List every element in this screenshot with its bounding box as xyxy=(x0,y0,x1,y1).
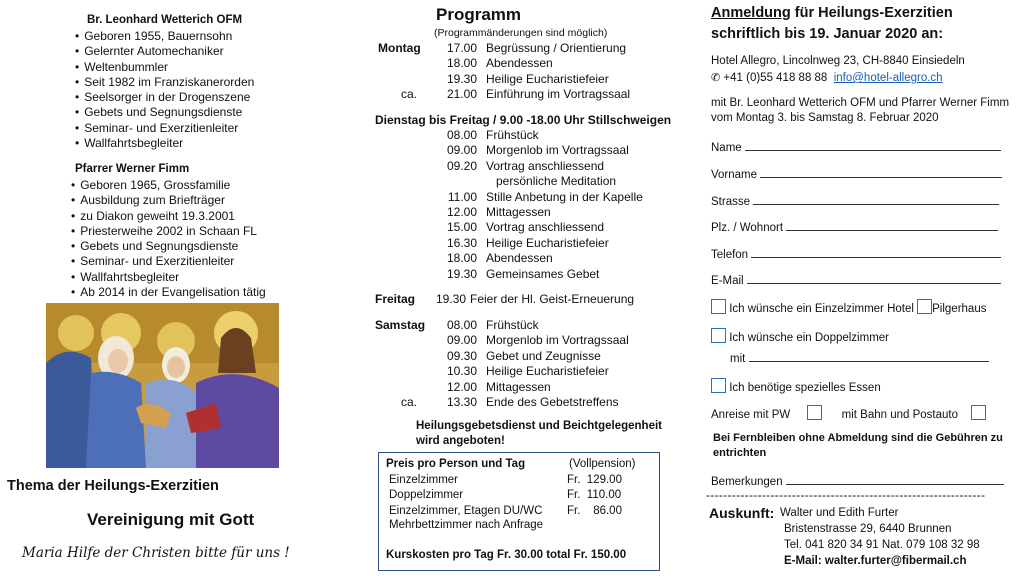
program-title: Programm xyxy=(436,5,522,24)
schedule-time: 17.00 xyxy=(446,41,477,55)
werner-title: Pfarrer Werner Fimm xyxy=(75,163,190,175)
price-box xyxy=(378,452,660,571)
werner-bio-item: • Priesterweihe 2002 in Schaan FL xyxy=(71,224,266,239)
hotel-phone: +41 (0)55 418 88 88 xyxy=(723,72,828,84)
field-row-e-mail xyxy=(711,272,1001,287)
field-input[interactable] xyxy=(753,193,999,205)
field-row-strasse xyxy=(711,193,999,208)
fee-note-line1: Bei Fernbleiben ohne Abmeldung sind die Gebühren zu xyxy=(713,432,1003,444)
field-label: E-Mail xyxy=(711,275,747,287)
schedule-time: 15.00 xyxy=(446,220,477,235)
schedule-desc: Gemeinsames Gebet xyxy=(486,266,600,281)
info-email: E-Mail: walter.furter@fibermail.ch xyxy=(784,555,967,567)
remarks-row xyxy=(711,473,1004,488)
schedule-desc: persönliche Meditation xyxy=(496,174,617,189)
friday-time: 19.30 xyxy=(436,292,467,306)
schedule-time: 08.00 xyxy=(446,128,477,142)
price-row xyxy=(389,473,649,488)
schedule-time: 16.30 xyxy=(446,235,477,250)
schedule-desc: Vortrag anschliessend xyxy=(486,220,605,235)
schedule-time: 19.30 xyxy=(446,266,477,281)
friday-label: Freitag xyxy=(375,292,416,306)
option-diet-row xyxy=(711,378,881,394)
field-row-telefon xyxy=(711,246,1001,261)
schedule-desc: Ende des Gebetstreffens xyxy=(486,394,619,409)
with-line2: vom Montag 3. bis Samstag 8. Februar 2020 xyxy=(711,112,939,124)
schedule-desc: Vortrag anschliessend xyxy=(486,158,605,173)
arrival-row xyxy=(711,405,986,421)
diet-label: Ich benötige spezielles Essen xyxy=(729,382,881,394)
pilgerhaus-checkbox[interactable] xyxy=(917,299,932,314)
schedule-desc: Heilige Eucharistiefeier xyxy=(486,71,609,86)
leonhard-bio-item: • Geboren 1955, Bauernsohn xyxy=(75,29,254,44)
price-label: Doppelzimmer xyxy=(389,489,464,502)
schedule-time: 11.00 xyxy=(447,189,477,204)
field-label: Telefon xyxy=(711,249,752,261)
pilgerhaus-label: Pilgerhaus xyxy=(932,303,987,315)
schedule-desc: Mittagessen xyxy=(486,204,551,219)
option-single-row xyxy=(711,299,986,315)
info-label: Auskunft: xyxy=(709,505,775,521)
healing-note-line1: Heilungsgebetsdienst und Beichtgelegenheit xyxy=(416,420,663,432)
price-heading-note: (Vollpension) xyxy=(569,458,636,470)
theme-title: Vereinigung mit Gott xyxy=(87,510,255,529)
tuesday-row xyxy=(377,205,697,220)
leonhard-bio-list xyxy=(75,29,254,151)
price-value: Fr. 86.00 xyxy=(567,504,622,517)
tuesday-heading: Dienstag bis Freitag / 9.00 -18.00 Uhr Stillschweigen xyxy=(375,113,672,127)
field-label: Name xyxy=(711,142,745,154)
schedule-time: 18.00 xyxy=(446,56,477,71)
info-street: Bristenstrasse 29, 6440 Brunnen xyxy=(784,523,952,535)
schedule-time: 09.00 xyxy=(446,143,477,158)
schedule-time: 09.00 xyxy=(446,333,477,348)
price-heading: Preis pro Person und Tag xyxy=(386,458,526,470)
schedule-time: 09.20 xyxy=(446,158,477,173)
leonhard-bio-item: • Wallfahrtsbegleiter xyxy=(75,136,254,151)
schedule-time: 18.00 xyxy=(446,251,477,266)
saturday-row xyxy=(377,364,697,379)
price-label: Einzelzimmer, Etagen DU/WC xyxy=(389,504,543,517)
price-value: Fr. 110.00 xyxy=(567,489,622,502)
program-panel xyxy=(360,0,700,576)
double-room-label: Ich wünsche ein Doppelzimmer xyxy=(729,332,889,344)
schedule-desc: Abendessen xyxy=(486,56,553,71)
field-row-name xyxy=(711,139,1001,154)
double-with-row xyxy=(730,350,989,365)
werner-bio-item: • Wallfahrtsbegleiter xyxy=(71,270,266,285)
theme-label: Thema der Heilungs-Exerzitien xyxy=(7,478,219,494)
leonhard-title: Br. Leonhard Wetterich OFM xyxy=(87,14,243,26)
remarks-field[interactable] xyxy=(786,473,1004,485)
saturday-schedule xyxy=(377,318,697,410)
schedule-time: 09.30 xyxy=(446,348,477,363)
tuesday-row xyxy=(377,267,697,282)
registration-heading-keyword: Anmeldung xyxy=(711,5,791,21)
monday-schedule xyxy=(377,41,697,103)
price-extra: Mehrbettzimmer nach Anfrage xyxy=(389,519,544,531)
schedule-desc: Frühstück xyxy=(486,128,539,142)
religious-painting xyxy=(46,303,279,468)
tuesday-schedule xyxy=(377,128,697,282)
price-value: Fr. 129.00 xyxy=(567,474,622,486)
werner-bio-item: • Seminar- und Exerzitienleiter xyxy=(71,254,266,269)
schedule-desc: Morgenlob im Vortragssaal xyxy=(486,143,629,158)
contact-line xyxy=(711,71,943,84)
leonhard-bio-item: • Weltenbummler xyxy=(75,60,254,75)
course-costs: Kurskosten pro Tag Fr. 30.00 total Fr. 150.00 xyxy=(386,549,627,561)
saturday-row xyxy=(377,395,697,410)
field-input[interactable] xyxy=(786,219,998,231)
field-input[interactable] xyxy=(751,246,1001,258)
schedule-desc: Heilige Eucharistiefeier xyxy=(486,235,609,250)
registration-panel xyxy=(700,0,1024,576)
schedule-time: 12.00 xyxy=(446,379,477,394)
monday-row xyxy=(377,72,697,87)
tuesday-row xyxy=(377,236,697,251)
double-room-checkbox[interactable] xyxy=(711,328,726,343)
diet-checkbox[interactable] xyxy=(711,378,726,393)
werner-bio-item: • Ausbildung zum Briefträger xyxy=(71,193,266,208)
arrival-bahn-label: mit Bahn und Postauto xyxy=(841,409,959,421)
field-input[interactable] xyxy=(760,166,1002,178)
werner-bio-item: • Ab 2014 in der Evangelisation tätig xyxy=(71,285,266,300)
tuesday-row xyxy=(377,128,697,143)
remarks-label: Bemerkungen xyxy=(711,476,783,488)
tuesday-row xyxy=(377,143,697,158)
registration-heading-rest: für Heilungs-Exerzitien xyxy=(790,5,953,21)
field-input[interactable] xyxy=(745,139,1001,151)
schedule-desc: Abendessen xyxy=(486,251,553,266)
price-row xyxy=(389,504,649,519)
schedule-desc: Mittagessen xyxy=(486,379,551,394)
price-list xyxy=(389,473,649,519)
schedule-desc: Begrüssung / Orientierung xyxy=(486,41,627,55)
registration-heading xyxy=(711,5,953,21)
saturday-row xyxy=(377,349,697,364)
option-double-row xyxy=(711,328,889,344)
schedule-time: 12.00 xyxy=(446,204,477,219)
single-room-checkbox[interactable] xyxy=(711,299,726,314)
tuesday-row xyxy=(377,251,697,266)
schedule-time: 08.00 xyxy=(446,318,477,332)
schedule-time: 21.00 xyxy=(446,87,477,102)
schedule-desc: Morgenlob im Vortragssaal xyxy=(486,333,629,348)
field-label: Plz. / Wohnort xyxy=(711,222,787,234)
field-row-vorname xyxy=(711,166,1002,181)
saturday-label: Samstag xyxy=(375,318,426,332)
monday-row xyxy=(377,41,697,56)
single-room-label: Ich wünsche ein Einzelzimmer Hotel xyxy=(729,303,914,315)
schedule-desc: Einführung im Vortragssaal xyxy=(486,87,631,102)
info-tel: Tel. 041 820 34 91 Nat. 079 108 32 98 xyxy=(784,539,980,551)
with-line1: mit Br. Leonhard Wetterich OFM und Pfarrer Werner Fimm xyxy=(711,97,1010,109)
left-panel xyxy=(0,0,350,576)
schedule-prefix: ca. xyxy=(400,87,417,102)
monday-row xyxy=(377,56,697,71)
schedule-time: 13.30 xyxy=(446,394,477,409)
field-label: Vorname xyxy=(711,169,761,181)
friday-desc: Feier der Hl. Geist-Erneuerung xyxy=(470,292,635,306)
leonhard-bio-item: • Seelsorger in der Drogenszene xyxy=(75,90,254,105)
werner-bio-item: • Gebets und Segnungsdienste xyxy=(71,239,266,254)
schedule-time: 10.30 xyxy=(446,364,477,379)
arrival-bahn-checkbox[interactable] xyxy=(971,405,986,420)
double-with-field[interactable] xyxy=(749,350,989,362)
phone-icon: ✆ xyxy=(711,72,721,84)
schedule-desc: Frühstück xyxy=(486,318,539,332)
schedule-desc: Stille Anbetung in der Kapelle xyxy=(486,189,643,204)
arrival-pw-label: Anreise mit PW xyxy=(711,409,791,421)
saturday-row xyxy=(377,333,697,348)
price-label: Einzelzimmer xyxy=(389,474,459,486)
werner-bio-list xyxy=(71,178,266,300)
arrival-pw-checkbox[interactable] xyxy=(807,405,822,420)
info-name: Walter und Edith Furter xyxy=(780,507,899,519)
program-subtitle: (Programmänderungen sind möglich) xyxy=(434,27,608,39)
hotel-address: Hotel Allegro, Lincolnweg 23, CH-8840 Einsiedeln xyxy=(711,55,965,67)
fee-note-line2: entrichten xyxy=(713,447,767,459)
registration-deadline: schriftlich bis 19. Januar 2020 an: xyxy=(711,26,944,42)
werner-bio-item: • zu Diakon geweiht 19.3.2001 xyxy=(71,209,266,224)
leonhard-bio-item: • Seminar- und Exerzitienleiter xyxy=(75,121,254,136)
motto: Maria Hilfe der Christen bitte für uns ! xyxy=(22,545,290,561)
field-label: Strasse xyxy=(711,196,754,208)
healing-note-line2: wird angeboten! xyxy=(416,435,505,447)
tuesday-row xyxy=(377,220,697,235)
monday-row xyxy=(377,87,697,102)
double-with-label: mit xyxy=(730,353,746,365)
schedule-desc: Heilige Eucharistiefeier xyxy=(486,364,609,379)
hotel-email-link[interactable]: info@hotel-allegro.ch xyxy=(833,72,943,84)
werner-bio-item: • Geboren 1965, Grossfamilie xyxy=(71,178,266,193)
tuesday-row xyxy=(377,159,697,174)
saturday-row xyxy=(377,318,697,333)
leonhard-bio-item: • Gebets und Segnungsdienste xyxy=(75,105,254,120)
tuesday-row xyxy=(377,190,697,205)
tuesday-row xyxy=(377,174,697,189)
separator-dashes: ----------------------------------------------------------------- xyxy=(706,488,986,502)
saturday-row xyxy=(377,380,697,395)
schedule-desc: Gebet und Zeugnisse xyxy=(486,348,601,363)
leonhard-bio-item: • Gelernter Automechaniker xyxy=(75,44,254,59)
field-row-plz-wohnort xyxy=(711,219,998,234)
field-input[interactable] xyxy=(747,272,1001,284)
schedule-time: 19.30 xyxy=(446,71,477,86)
price-row xyxy=(389,488,649,503)
monday-label: Montag xyxy=(378,41,421,55)
leonhard-bio-item: • Seit 1982 im Franziskanerorden xyxy=(75,75,254,90)
schedule-prefix: ca. xyxy=(400,394,417,409)
